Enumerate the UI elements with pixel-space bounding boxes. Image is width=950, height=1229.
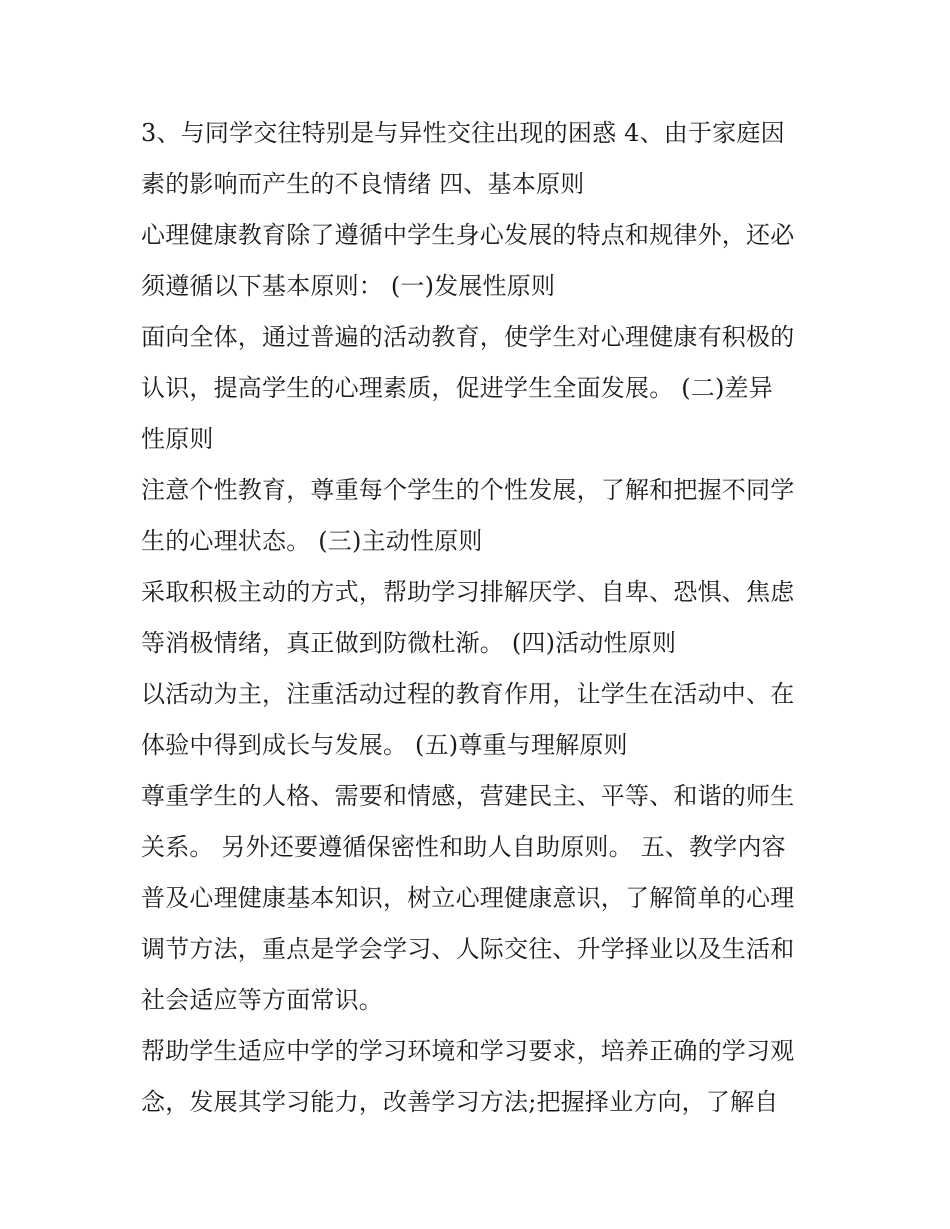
text-line: 3、与同学交往特别是与异性交往出现的困惑 4、由于家庭因 xyxy=(141,119,785,147)
text-line: 调节方法，重点是学会学习、人际交往、升学择业以及生活和 xyxy=(141,935,795,963)
document-body xyxy=(141,108,821,1128)
text-line: 生的心理状态。 (三)主动性原则 xyxy=(141,527,483,555)
text-line: 心理健康教育除了遵循中学生身心发展的特点和规律外，还必 xyxy=(141,221,795,249)
text-line: 社会适应等方面常识。 xyxy=(141,986,383,1014)
text-line: 体验中得到成长与发展。 (五)尊重与理解原则 xyxy=(141,731,628,759)
text-line: 以活动为主，注重活动过程的教育作用，让学生在活动中、在 xyxy=(141,680,795,708)
text-line: 采取积极主动的方式，帮助学习排解厌学、自卑、恐惧、焦虑 xyxy=(141,578,795,606)
text-line: 帮助学生适应中学的学习环境和学习要求，培养正确的学习观 xyxy=(141,1037,795,1065)
text-line: 认识，提高学生的心理素质，促进学生全面发展。 (二)差异 xyxy=(141,374,773,402)
text-line: 关系。 另外还要遵循保密性和助人自助原则。 五、教学内容 xyxy=(141,833,786,861)
text-line: 尊重学生的人格、需要和情感，营建民主、平等、和谐的师生 xyxy=(141,782,795,810)
text-line: 素的影响而产生的不良情绪 四、基本原则 xyxy=(141,170,585,198)
text-line: 性原则 xyxy=(141,425,214,453)
text-line: 普及心理健康基本知识，树立心理健康意识，了解简单的心理 xyxy=(141,884,795,912)
text-line: 等消极情绪，真正做到防微杜渐。 (四)活动性原则 xyxy=(141,629,677,657)
text-line: 须遵循以下基本原则： (一)发展性原则 xyxy=(141,272,556,300)
text-line: 面向全体，通过普遍的活动教育，使学生对心理健康有积极的 xyxy=(141,323,795,351)
text-line: 念，发展其学习能力，改善学习方法;把握择业方向，了解自 xyxy=(141,1088,779,1116)
text-line: 注意个性教育，尊重每个学生的个性发展，了解和把握不同学 xyxy=(141,476,795,504)
